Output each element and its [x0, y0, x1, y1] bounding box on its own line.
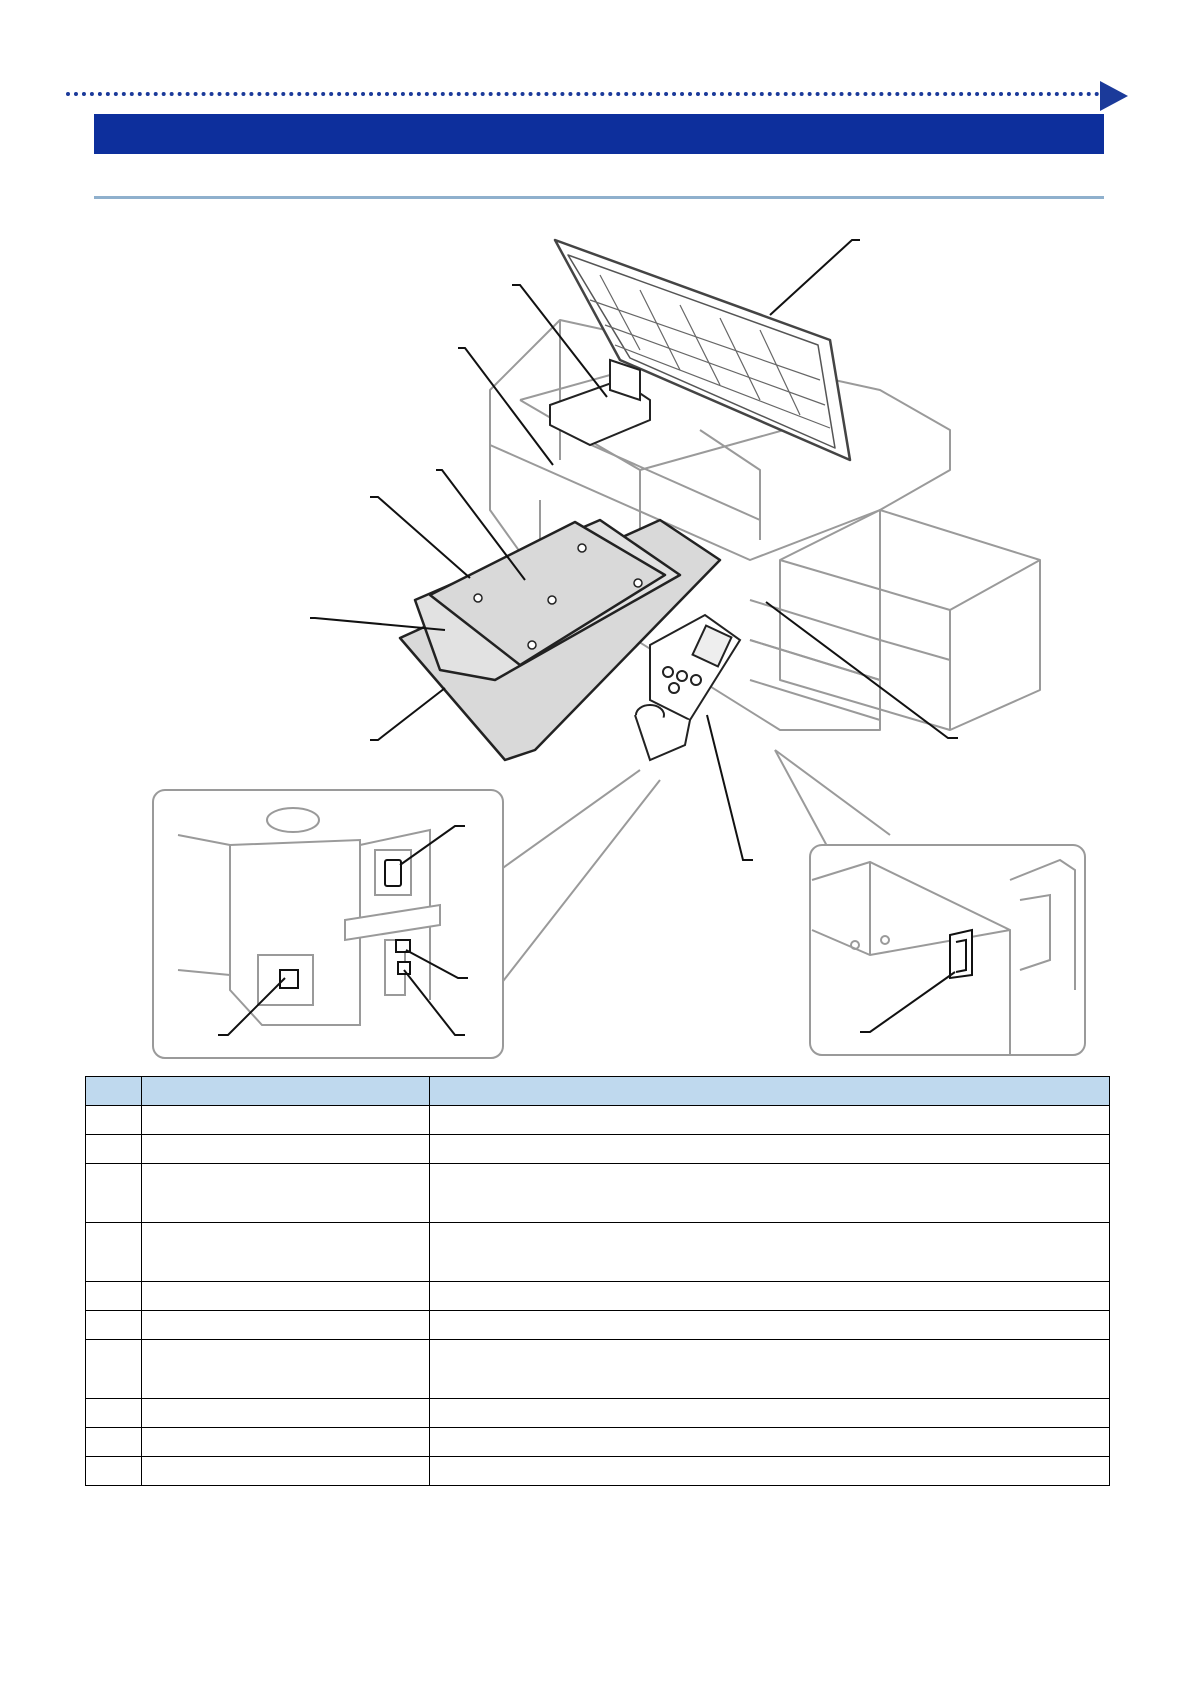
table-row — [86, 1340, 1110, 1399]
table-row — [86, 1223, 1110, 1282]
table-row — [86, 1282, 1110, 1311]
cell-name — [142, 1399, 430, 1428]
section-title-bar — [94, 114, 1104, 154]
cell-description — [430, 1164, 1110, 1223]
table-header-row — [86, 1077, 1110, 1106]
cell-name — [142, 1223, 430, 1282]
cell-description — [430, 1106, 1110, 1135]
cell-number — [86, 1135, 142, 1164]
subsection-divider — [94, 196, 1104, 199]
cell-description — [430, 1311, 1110, 1340]
cell-description — [430, 1340, 1110, 1399]
table-row — [86, 1106, 1110, 1135]
column-header-number — [86, 1077, 142, 1106]
cell-description — [430, 1223, 1110, 1282]
cell-name — [142, 1340, 430, 1399]
table-row — [86, 1164, 1110, 1223]
cell-number — [86, 1164, 142, 1223]
cell-number — [86, 1457, 142, 1486]
cell-name — [142, 1311, 430, 1340]
cell-name — [142, 1164, 430, 1223]
cell-name — [142, 1428, 430, 1457]
page-continuation-dotted-rule — [66, 92, 1100, 96]
table-row — [86, 1457, 1110, 1486]
continue-arrow-icon — [1100, 81, 1128, 111]
table-row — [86, 1311, 1110, 1340]
printer-diagram — [0, 210, 1190, 1060]
connector-panel-callout — [153, 790, 503, 1058]
control-panel — [635, 615, 740, 760]
cell-description — [430, 1399, 1110, 1428]
cell-description — [430, 1457, 1110, 1486]
table-row — [86, 1399, 1110, 1428]
cell-number — [86, 1282, 142, 1311]
cell-number — [86, 1311, 142, 1340]
print-head-carriage — [550, 360, 650, 445]
cell-name — [142, 1457, 430, 1486]
table-row — [86, 1135, 1110, 1164]
cell-description — [430, 1428, 1110, 1457]
cell-number — [86, 1340, 142, 1399]
parts-table — [85, 1076, 1110, 1486]
cell-name — [142, 1135, 430, 1164]
cell-name — [142, 1106, 430, 1135]
cell-description — [430, 1135, 1110, 1164]
cell-number — [86, 1399, 142, 1428]
cell-number — [86, 1106, 142, 1135]
parts-illustration — [0, 210, 1190, 1060]
cell-number — [86, 1223, 142, 1282]
column-header-name — [142, 1077, 430, 1106]
table-row — [86, 1428, 1110, 1457]
underside-callout — [810, 845, 1085, 1055]
cell-description — [430, 1282, 1110, 1311]
cell-number — [86, 1428, 142, 1457]
column-header-description — [430, 1077, 1110, 1106]
cell-name — [142, 1282, 430, 1311]
